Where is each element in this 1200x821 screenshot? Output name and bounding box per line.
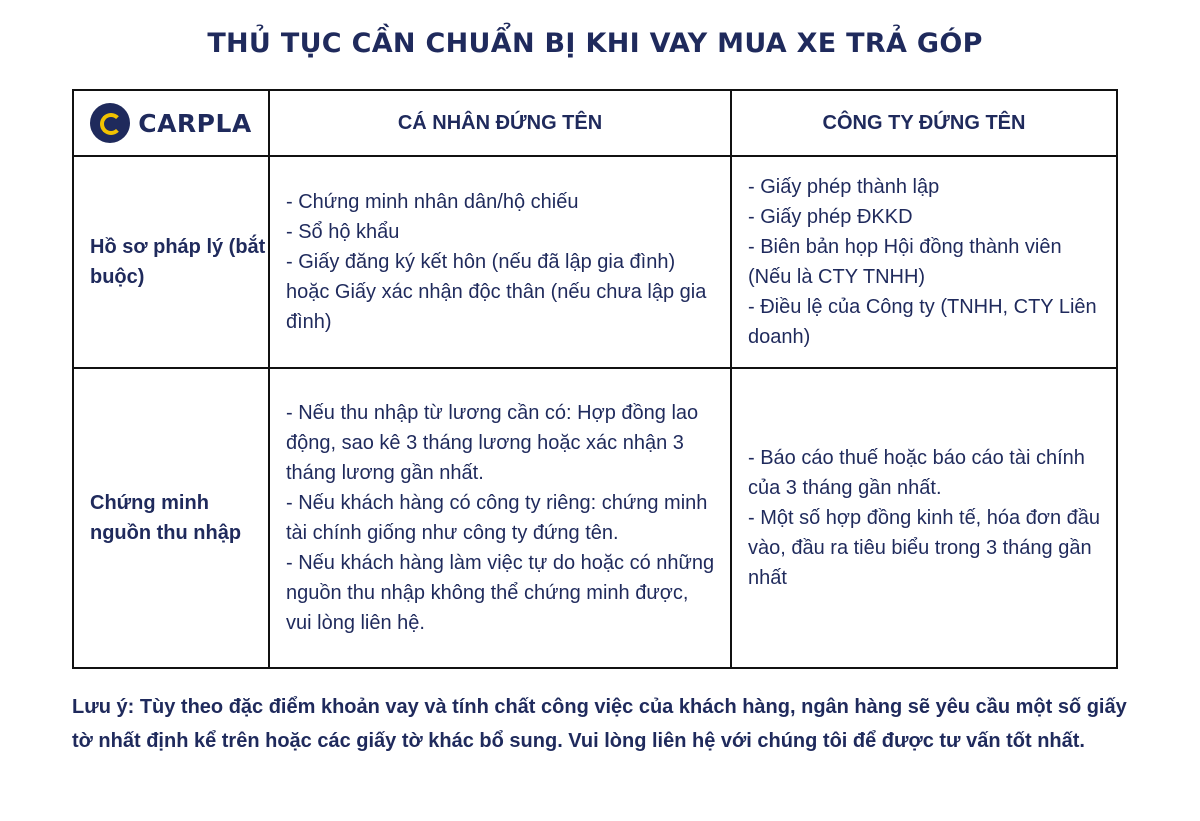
list-item: - Nếu thu nhập từ lương cần có: Hợp đồng lao động, sao kê 3 tháng lương hoặc xác nhận 3 tháng lương gần nhất. xyxy=(286,402,699,484)
list-item: - Điều lệ của Công ty (TNHH, CTY Liên doanh) xyxy=(748,296,1097,348)
header-personal: CÁ NHÂN ĐỨNG TÊN xyxy=(269,90,731,156)
row-label-income: Chứng minh nguồn thu nhập xyxy=(73,368,269,668)
cell-income-personal xyxy=(269,368,731,668)
footnote: Lưu ý: Tùy theo đặc điểm khoản vay và tính chất công việc của khách hàng, ngân hàng sẽ yêu cầu một số giấy tờ nhất định kể trên hoặc các giấy tờ khác bổ sung. Vui lòng liên hệ với chúng tôi để được tư vấn tốt nhất. xyxy=(72,696,1127,752)
cell-legal-personal xyxy=(269,156,731,368)
carpla-logo xyxy=(74,103,268,143)
list-item: - Chứng minh nhân dân/hộ chiếu xyxy=(286,191,579,213)
page-title: THỦ TỤC CẦN CHUẨN BỊ KHI VAY MUA XE TRẢ GÓP xyxy=(207,28,983,59)
cell-legal-company xyxy=(731,156,1117,368)
list-item: - Biên bản họp Hội đồng thành viên (Nếu là CTY TNHH) xyxy=(748,236,1062,288)
list-item: - Một số hợp đồng kinh tế, hóa đơn đầu vào, đầu ra tiêu biểu trong 3 tháng gần nhất xyxy=(748,507,1101,589)
list-item: - Nếu khách hàng làm việc tự do hoặc có những nguồn thu nhập không thể chứng minh được, vui lòng liên hệ. xyxy=(286,552,715,634)
logo-text: CARPLA xyxy=(138,108,252,138)
carpla-logo-icon xyxy=(90,103,130,143)
list-item: - Giấy phép thành lập xyxy=(748,176,940,198)
cell-income-company xyxy=(731,368,1117,668)
header-company: CÔNG TY ĐỨNG TÊN xyxy=(731,90,1117,156)
row-label-legal: Hồ sơ pháp lý (bắt buộc) xyxy=(73,156,269,368)
list-item: - Báo cáo thuế hoặc báo cáo tài chính của 3 tháng gần nhất. xyxy=(748,447,1085,499)
list-item: - Giấy phép ĐKKD xyxy=(748,206,913,228)
list-item: - Nếu khách hàng có công ty riêng: chứng minh tài chính giống như công ty đứng tên. xyxy=(286,492,708,544)
table-row-legal xyxy=(73,156,1117,368)
list-item: - Giấy đăng ký kết hôn (nếu đã lập gia đình) hoặc Giấy xác nhận độc thân (nếu chưa lập gia đình) xyxy=(286,251,707,333)
list-item: - Sổ hộ khẩu xyxy=(286,221,400,243)
table-row-income xyxy=(73,368,1117,668)
requirements-table xyxy=(72,89,1118,669)
logo-cell xyxy=(73,90,269,156)
table-header-row xyxy=(73,90,1117,156)
